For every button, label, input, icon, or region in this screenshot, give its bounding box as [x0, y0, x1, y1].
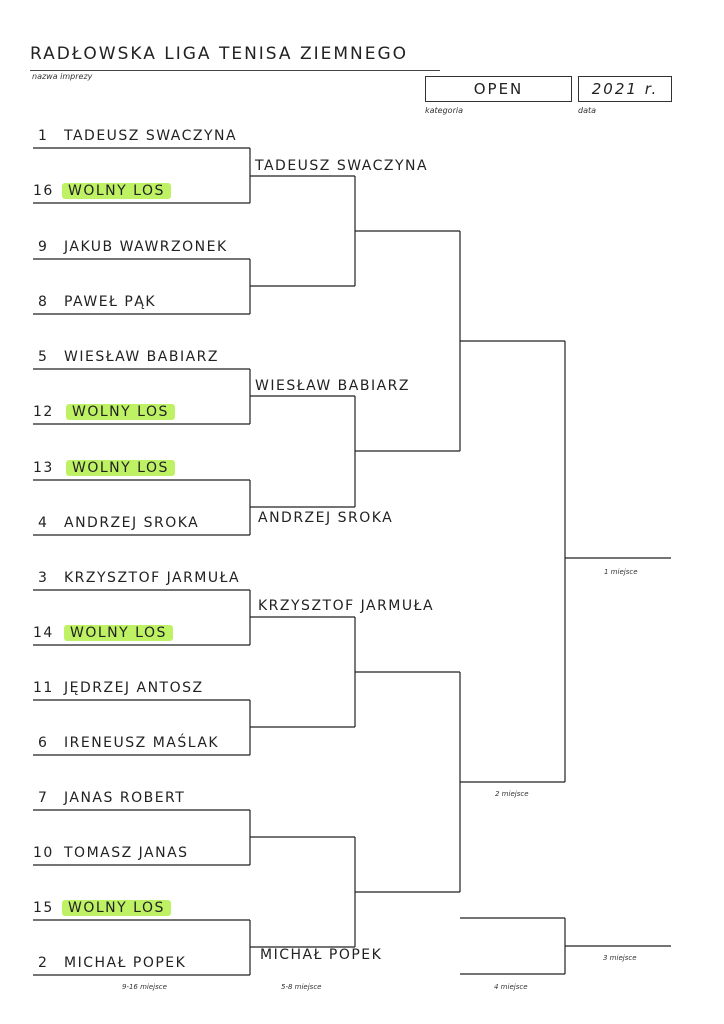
seed-number: 13 — [33, 460, 54, 476]
bye-entry: WOLNY LOS — [62, 183, 171, 199]
player-name: TOMASZ JANAS — [64, 845, 189, 861]
seed-number: 10 — [33, 845, 54, 861]
round2-winner: KRZYSZTOF JARMUŁA — [258, 598, 435, 614]
seed-number: 4 — [38, 515, 49, 531]
seed-number: 7 — [38, 790, 49, 806]
bye-entry: WOLNY LOS — [66, 460, 175, 476]
seed-number: 12 — [33, 404, 54, 420]
place-label-5-8: 5-8 miejsce — [281, 983, 322, 991]
player-name: KRZYSZTOF JARMUŁA — [64, 570, 241, 586]
event-name: RADŁOWSKA LIGA TENISA ZIEMNEGO — [30, 44, 409, 64]
seed-number: 15 — [33, 900, 54, 916]
round2-winner: WIESŁAW BABIARZ — [255, 378, 410, 394]
place-label-first: 1 miejsce — [604, 568, 638, 576]
seed-number: 9 — [38, 239, 49, 255]
event-name-label: nazwa imprezy — [32, 72, 93, 81]
bye-entry: WOLNY LOS — [64, 625, 173, 641]
seed-number: 11 — [33, 680, 54, 696]
category-label: kategoria — [425, 106, 463, 115]
seed-number: 8 — [38, 294, 49, 310]
place-label-third: 3 miejsce — [603, 954, 637, 962]
date-value: 2021 r. — [591, 80, 659, 98]
player-name: WIESŁAW BABIARZ — [64, 349, 219, 365]
seed-number: 16 — [33, 183, 54, 199]
seed-number: 2 — [38, 955, 49, 971]
player-name: PAWEŁ PĄK — [64, 294, 157, 310]
date-label: data — [578, 106, 597, 115]
round2-winner: ANDRZEJ SROKA — [258, 510, 394, 526]
round2-winner: TADEUSZ SWACZYNA — [255, 158, 429, 174]
player-name: JANAS ROBERT — [64, 790, 186, 806]
bye-entry: WOLNY LOS — [66, 404, 175, 420]
player-name: ANDRZEJ SROKA — [64, 515, 200, 531]
place-label-fourth: 4 miejsce — [494, 983, 528, 991]
seed-number: 1 — [38, 128, 49, 144]
seed-number: 5 — [38, 349, 49, 365]
round2-winner: MICHAŁ POPEK — [260, 947, 383, 963]
seed-number: 14 — [33, 625, 54, 641]
place-label-9-16: 9-16 miejsce — [122, 983, 167, 991]
player-name: JAKUB WAWRZONEK — [64, 239, 228, 255]
seed-number: 3 — [38, 570, 49, 586]
category-value: OPEN — [473, 80, 524, 98]
bye-entry: WOLNY LOS — [62, 900, 171, 916]
player-name: MICHAŁ POPEK — [64, 955, 187, 971]
place-label-second: 2 miejsce — [495, 790, 529, 798]
player-name: IRENEUSZ MAŚLAK — [64, 735, 220, 751]
player-name: JĘDRZEJ ANTOSZ — [64, 680, 204, 696]
player-name: TADEUSZ SWACZYNA — [64, 128, 238, 144]
seed-number: 6 — [38, 735, 49, 751]
